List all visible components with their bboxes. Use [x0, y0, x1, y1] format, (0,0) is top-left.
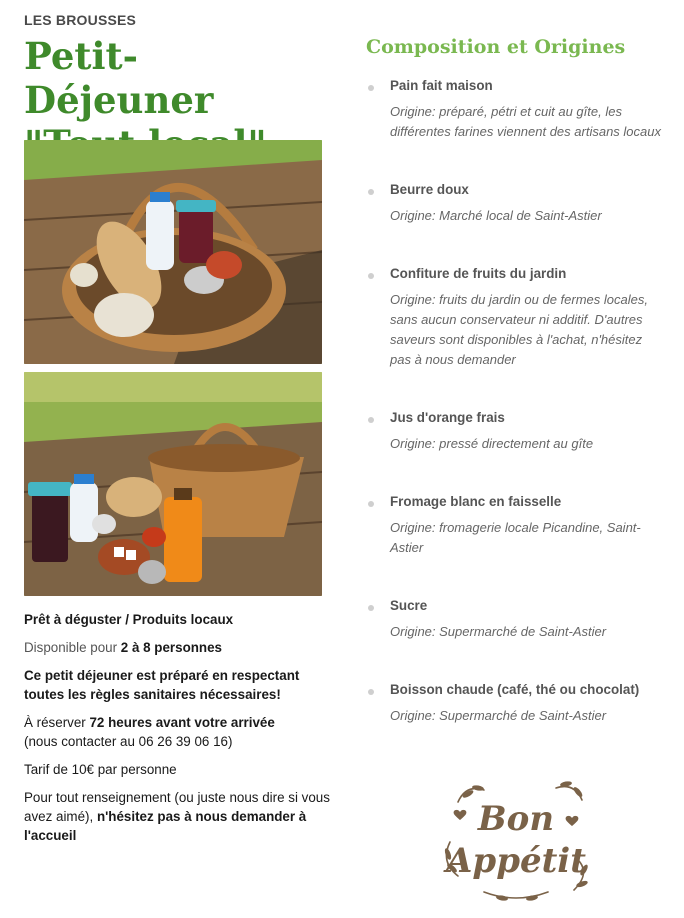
- item-name: Sucre: [390, 598, 428, 613]
- availability-value: 2 à 8 personnes: [120, 640, 223, 655]
- bon-appetit-logo: [436, 772, 596, 908]
- reserve-bold: 72 heures avant votre arrivée: [89, 715, 275, 730]
- item-name: Beurre doux: [390, 182, 469, 197]
- price: Tarif de 10€ par personne: [24, 762, 177, 777]
- item-name: Confiture de fruits du jardin: [390, 266, 567, 281]
- item-origin: Origine: Supermarché de Saint-Astier: [390, 708, 607, 723]
- item-origin: Origine: Supermarché de Saint-Astier: [390, 624, 607, 639]
- availability: [24, 638, 334, 657]
- reserve-contact: (nous contacter au 06 26 39 06 16): [24, 734, 233, 749]
- bullet-icon: [368, 605, 374, 611]
- sanitary-note: Ce petit déjeuner est préparé en respectant toutes les règles sanitaires nécessaires!: [24, 668, 300, 702]
- item-origin: Origine: préparé, pétri et cuit au gîte, les différentes farines viennent des artisans locaux: [390, 104, 661, 139]
- basket-top-illustration: [24, 140, 322, 364]
- item-origin: Origine: Marché local de Saint-Astier: [390, 208, 602, 223]
- basket-top-photo: [24, 140, 322, 364]
- reservation-note: [24, 713, 334, 751]
- contact-prefix: Pour tout renseignement (ou juste nous dire si vous avez aimé),: [24, 790, 330, 824]
- logo-line-2: Appétit: [446, 841, 586, 881]
- bullet-icon: [368, 189, 374, 195]
- info-block: [24, 610, 334, 854]
- bullet-icon: [368, 501, 374, 507]
- item-name: Jus d'orange frais: [390, 410, 505, 425]
- reserve-prefix: À réserver: [24, 715, 90, 730]
- item-origin: Origine: pressé directement au gîte: [390, 436, 594, 451]
- item-origin: Origine: fromagerie locale Picandine, Saint-Astier: [390, 520, 641, 555]
- bullet-icon: [368, 689, 374, 695]
- bullet-icon: [368, 85, 374, 91]
- list-item: [366, 266, 666, 370]
- item-name: Pain fait maison: [390, 78, 493, 93]
- logo-line-1: Bon: [477, 799, 555, 839]
- bon-appetit-logo-art: [436, 772, 596, 908]
- tagline: Prêt à déguster / Produits locaux: [24, 612, 234, 627]
- item-name: Fromage blanc en faisselle: [390, 494, 562, 509]
- basket-side-illustration: [24, 372, 322, 596]
- title-line-1: Petit-Déjeuner: [24, 34, 214, 122]
- composition-section: [366, 36, 666, 726]
- contact-bold: n'hésitez pas à nous demander à l'accueil: [24, 809, 307, 843]
- list-item: [366, 410, 666, 454]
- bullet-icon: [368, 417, 374, 423]
- availability-prefix: Disponible pour: [24, 640, 121, 655]
- composition-title: Composition et Origines: [366, 36, 626, 58]
- list-item: [366, 682, 666, 726]
- list-item: [366, 494, 666, 558]
- bullet-icon: [368, 273, 374, 279]
- list-item: [366, 598, 666, 642]
- basket-side-photo: [24, 372, 322, 596]
- composition-list: [366, 78, 666, 726]
- contact-note: [24, 788, 334, 845]
- list-item: [366, 78, 666, 142]
- item-name: Boisson chaude (café, thé ou chocolat): [390, 682, 640, 697]
- list-item: [366, 182, 666, 226]
- item-origin: Origine: fruits du jardin ou de fermes locales, sans aucun conservateur ni additif. D'autres saveurs sont disponibles à l'achat, n'hésitez pas à nous demander: [390, 292, 648, 367]
- brand-name: LES BROUSSES: [24, 12, 137, 28]
